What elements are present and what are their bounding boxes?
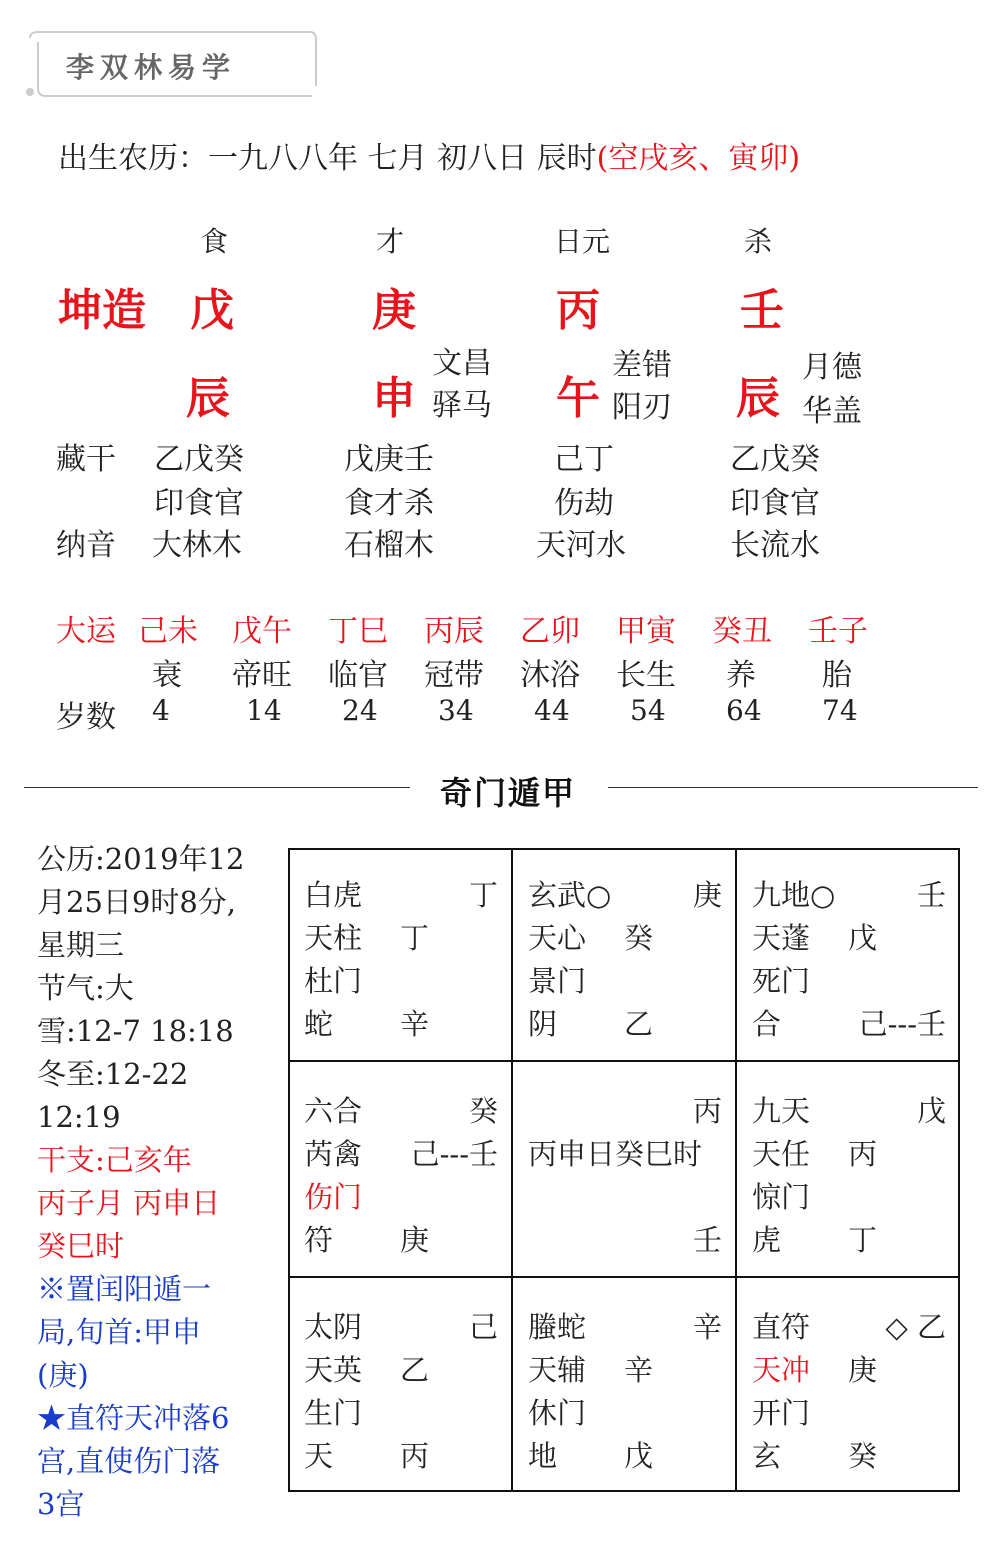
stage-4: 冠带 [424, 658, 484, 693]
stage-7: 养 [726, 658, 756, 693]
info-line: 12:19 [37, 1100, 121, 1134]
palace-star: 天蓬 [752, 921, 811, 955]
palace-bottom-god: 玄 [752, 1439, 782, 1473]
branch-hour: 辰 [736, 373, 780, 424]
palace-6 [736, 1280, 960, 1494]
age-label: 岁数 [56, 700, 116, 735]
dayun-2: 戊午 [232, 614, 292, 649]
canggan-month: 戊庚壬 [344, 442, 434, 477]
palace-star-stem: 己---壬 [410, 1137, 498, 1171]
ten-god-hour: 杀 [744, 225, 773, 258]
stage-6: 长生 [616, 658, 676, 693]
palace-bottom-stem: 庚 [400, 1223, 430, 1257]
palace-bottom-stem: 辛 [400, 1007, 430, 1041]
qimen-title: 奇门遁甲 [440, 774, 577, 812]
stage-8: 胎 [822, 658, 852, 693]
palace-bottom-stem: 癸 [848, 1439, 878, 1473]
palace-bottom-stem: 壬 [692, 1223, 722, 1257]
nayin-month: 石榴木 [344, 528, 434, 563]
canggan-year: 乙戊癸 [154, 442, 244, 477]
shensha-day-1: 差错 [612, 348, 672, 383]
palace-door: 伤门 [304, 1180, 363, 1214]
canggan-hour: 乙戊癸 [730, 442, 820, 477]
stem-day: 丙 [556, 285, 600, 336]
stage-1: 衰 [152, 658, 182, 693]
palace-top-stem: 壬 [916, 878, 946, 912]
dayun-1: 己未 [138, 614, 198, 649]
palace-bottom-god: 天 [304, 1439, 334, 1473]
ganzhi-line: 丙子月 丙申日 [37, 1186, 221, 1220]
info-line: 月25日9时8分, [37, 885, 237, 919]
stage-2: 帝旺 [232, 658, 292, 693]
shensha-month-2: 驿马 [432, 388, 492, 423]
palace-god: 螣蛇 [528, 1310, 587, 1344]
ten-god-year: 食 [200, 225, 229, 258]
palace-7 [736, 1064, 960, 1278]
canggan-label: 藏干 [56, 442, 116, 477]
ganzhi-line: 癸巳时 [37, 1229, 125, 1263]
canggan-day: 己丁 [554, 442, 614, 477]
kunzao-label: 坤造 [58, 285, 146, 336]
stem-hour: 壬 [740, 285, 784, 336]
palace-5 [512, 1064, 736, 1278]
palace-top-stem: 辛 [692, 1310, 722, 1344]
ju-line: ★直符天冲落6 [37, 1401, 230, 1435]
palace-3 [288, 1064, 512, 1278]
palace-top-stem: 戊 [916, 1094, 946, 1128]
dayun-4: 丙辰 [424, 614, 484, 649]
divider-right [608, 787, 978, 788]
palace-star-stem: 丁 [400, 921, 430, 955]
ten-god-day: 日元 [554, 225, 611, 258]
logo-text: 李双林易学 [66, 51, 237, 84]
ju-line: ※置闰阳遁一 [37, 1272, 212, 1306]
ju-line: 局,旬首:甲申 [37, 1315, 201, 1349]
palace-bottom-god: 符 [304, 1223, 334, 1257]
age-5: 44 [534, 694, 570, 727]
stage-5: 沐浴 [520, 658, 580, 693]
ganzhi-line: 干支:己亥年 [37, 1143, 192, 1177]
age-2: 14 [246, 694, 282, 727]
info-line: 冬至:12-22 [37, 1057, 189, 1091]
nayin-day: 天河水 [536, 528, 626, 563]
palace-1 [512, 1280, 736, 1494]
palace-bottom-god: 地 [528, 1439, 558, 1473]
stem-month: 庚 [372, 285, 416, 336]
ju-line: 3宫 [37, 1487, 85, 1521]
palace-door: 杜门 [304, 964, 363, 998]
palace-top-stem: ◇ 乙 [885, 1310, 946, 1344]
birth-prefix: 出生农历： [58, 141, 208, 176]
palace-door: 死门 [752, 964, 811, 998]
palace-star: 天柱 [304, 921, 363, 955]
palace-star: 天英 [304, 1353, 363, 1387]
birth-kong: (空戌亥、寅卯) [596, 141, 801, 176]
nayin-year: 大林木 [152, 528, 242, 563]
info-line: 公历:2019年12 [37, 842, 245, 876]
shensha-hour-1: 月德 [802, 350, 862, 385]
age-1: 4 [152, 694, 170, 727]
palace-star-stem: 庚 [848, 1353, 878, 1387]
dayun-7: 癸丑 [712, 614, 772, 649]
info-line: 星期三 [37, 928, 125, 962]
info-line: 节气:大 [37, 971, 134, 1005]
qimen-info [37, 838, 257, 1526]
shensha-month-1: 文昌 [432, 346, 492, 381]
branch-year: 辰 [186, 373, 230, 424]
palace-star-stem: 乙 [400, 1353, 430, 1387]
age-4: 34 [438, 694, 474, 727]
dayun-6: 甲寅 [616, 614, 676, 649]
palace-star-stem: 辛 [624, 1353, 654, 1387]
palace-2 [736, 848, 960, 1062]
ten-god-month: 才 [376, 225, 405, 258]
palace-star-stem: 丙 [848, 1137, 878, 1171]
nayin-hour: 长流水 [730, 528, 820, 563]
palace-top-stem: 癸 [468, 1094, 498, 1128]
palace-star: 芮禽 [304, 1137, 363, 1171]
info-line: 雪:12-7 18:18 [37, 1014, 234, 1048]
age-8: 74 [822, 694, 858, 727]
palace-8 [288, 1280, 512, 1494]
palace-god: 玄武○ [528, 878, 612, 912]
shensha-hour-2: 华盖 [802, 394, 862, 429]
palace-star: 天任 [752, 1137, 811, 1171]
palace-bottom-god: 阴 [528, 1007, 558, 1041]
palace-bottom-god: 蛇 [304, 1007, 334, 1041]
palace-top-stem: 己 [468, 1310, 498, 1344]
palace-bottom-god: 合 [752, 1007, 782, 1041]
palace-bottom-stem: 戊 [624, 1439, 654, 1473]
branch-month: 申 [372, 373, 416, 424]
palace-center-text: 丙申日癸巳时 [528, 1137, 703, 1171]
palace-star-stem: 戊 [848, 921, 878, 955]
age-3: 24 [342, 694, 378, 727]
nayin-label: 纳音 [56, 528, 116, 563]
canggan-gods-month: 食才杀 [344, 486, 434, 521]
divider-left [24, 787, 410, 788]
qimen-grid [288, 848, 960, 1492]
dayun-3: 丁巳 [328, 614, 388, 649]
palace-door: 生门 [304, 1396, 363, 1430]
palace-god: 太阴 [304, 1310, 363, 1344]
palace-star-stem: 癸 [624, 921, 654, 955]
palace-bottom-stem: 乙 [624, 1007, 654, 1041]
ju-line: 宫,直使伤门落 [37, 1444, 221, 1478]
palace-bottom-stem: 丙 [400, 1439, 430, 1473]
palace-star: 天冲 [752, 1353, 811, 1387]
palace-door: 惊门 [752, 1180, 811, 1214]
palace-bottom-stem: 丁 [848, 1223, 878, 1257]
palace-door: 景门 [528, 964, 587, 998]
palace-god: 直符 [752, 1310, 811, 1344]
age-6: 54 [630, 694, 666, 727]
dayun-5: 乙卯 [520, 614, 580, 649]
ju-line: (庚) [37, 1358, 89, 1392]
birth-date: 一九八八年 七月 初八日 辰时 [208, 141, 597, 176]
palace-top-stem: 丙 [692, 1094, 722, 1128]
branch-day: 午 [556, 373, 600, 424]
stem-year: 戊 [190, 285, 234, 336]
palace-god: 九地○ [752, 878, 836, 912]
shensha-day-2: 阳刃 [612, 390, 672, 425]
palace-bottom-stem: 己---壬 [858, 1007, 946, 1041]
palace-star: 天辅 [528, 1353, 587, 1387]
stage-3: 临官 [328, 658, 388, 693]
palace-top-stem: 丁 [468, 878, 498, 912]
palace-star: 天心 [528, 921, 587, 955]
palace-top-stem: 庚 [692, 878, 722, 912]
canggan-gods-day: 伤劫 [554, 486, 614, 521]
palace-4 [288, 848, 512, 1062]
birth-line [58, 133, 800, 177]
palace-god: 白虎 [304, 878, 363, 912]
palace-bottom-god: 虎 [752, 1223, 782, 1257]
palace-door: 开门 [752, 1396, 811, 1430]
palace-9 [512, 848, 736, 1062]
age-7: 64 [726, 694, 762, 727]
dayun-label: 大运 [56, 614, 116, 649]
palace-god: 六合 [304, 1094, 363, 1128]
canggan-gods-hour: 印食官 [730, 486, 820, 521]
palace-god: 九天 [752, 1094, 811, 1128]
palace-door: 休门 [528, 1396, 587, 1430]
dayun-8: 壬子 [808, 614, 868, 649]
canggan-gods-year: 印食官 [154, 486, 244, 521]
